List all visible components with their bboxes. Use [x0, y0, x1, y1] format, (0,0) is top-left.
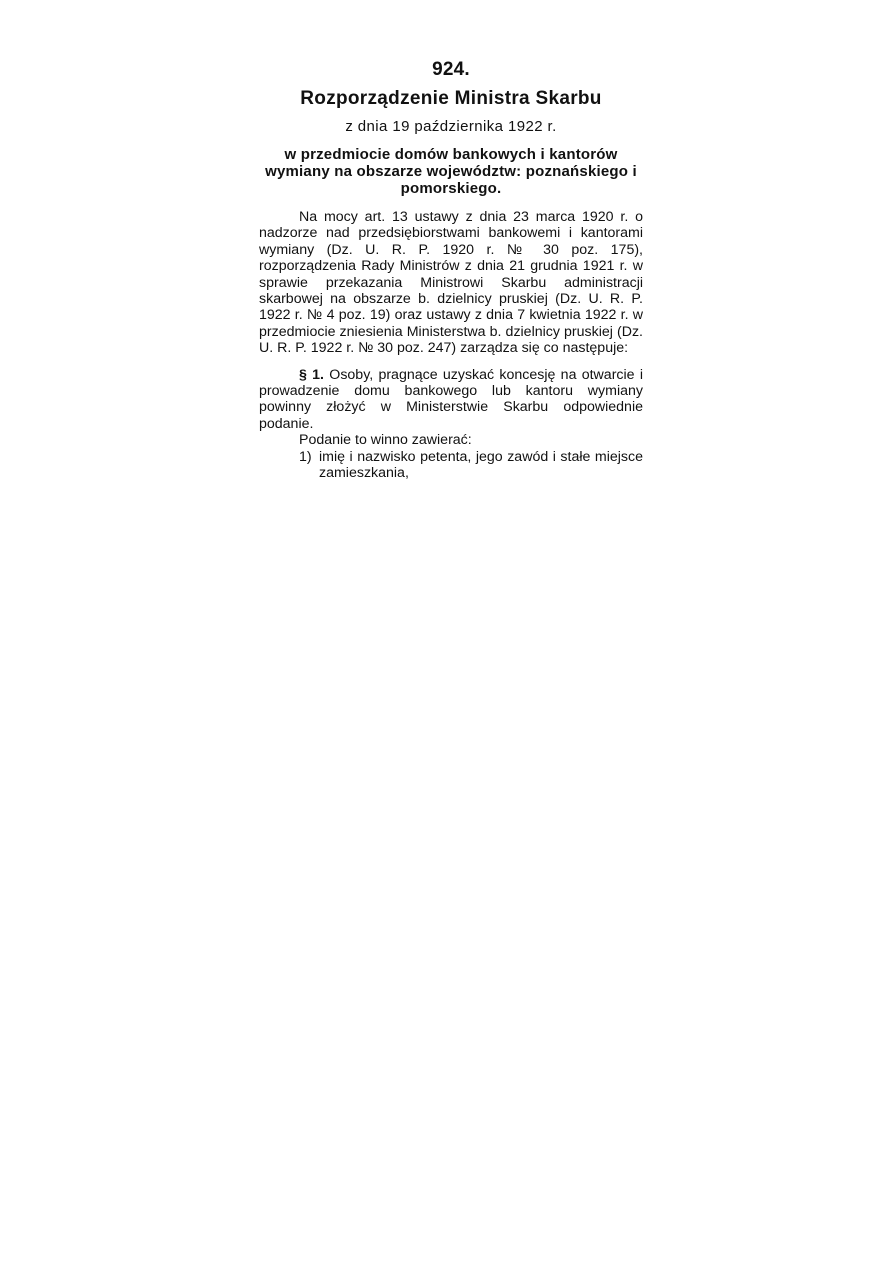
document-subject: w przedmiocie domów bankowych i kantorów wymiany na obszarze województw: poznańskiego i pomorskiego. — [265, 146, 637, 197]
list-item-text: imię i nazwisko petenta, jego zawód i stałe miejsce zamieszkania, — [319, 448, 643, 482]
section-1-paragraph — [259, 367, 643, 433]
document-column — [259, 58, 643, 482]
document-date: z dnia 19 października 1922 r. — [345, 118, 557, 135]
list-item-number: 1) — [299, 448, 312, 465]
content-requirement-line: Podanie to winno zawierać: — [299, 432, 472, 449]
document-title: Rozporządzenie Ministra Skarbu — [300, 88, 602, 109]
section-1-sign: § 1. — [299, 366, 324, 383]
intro-paragraph: Na mocy art. 13 ustawy z dnia 23 marca 1920 r. o nadzorze nad przedsiębiorstwami bankowemi i kantorami wymiany (Dz. U. R. P. 1920 r. № 30 poz. 175), rozporządzenia Rady Ministrów z dnia 21 grudnia 1921 r. w sprawie przekazania Ministrowi Skarbu administracji skarbowej na obszarze b. dzielnicy pruskiej (Dz. U. R. P. 1922 r. № 4 poz. 19) oraz ustawy z dnia 7 kwietnia 1922 r. w przedmiocie zniesienia Ministerstwa b. dzielnicy pruskiej (Dz. U. R. P. 1922 r. № 30 poz. 247) zarządza się co następuje: — [259, 209, 643, 357]
section-1-text: Osoby, pragnące uzyskać koncesję na otwarcie i prowadzenie domu bankowego lub kantoru wymiany powinny złożyć w Ministerstwie Skarbu odpowiednie podanie. — [259, 366, 643, 432]
list-item — [299, 449, 643, 482]
document-number: 924. — [432, 59, 470, 80]
